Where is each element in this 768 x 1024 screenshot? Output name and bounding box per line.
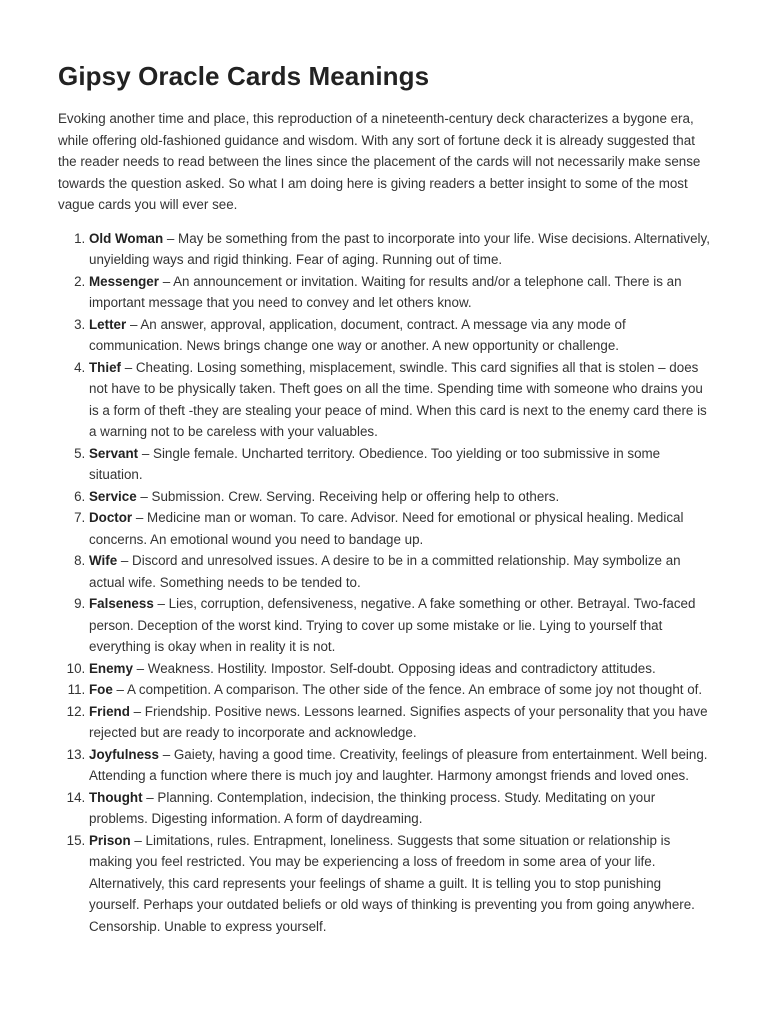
- card-description: – Single female. Uncharted territory. Obedience. Too yielding or too submissive in some situation.: [89, 445, 661, 482]
- page-title: Gipsy Oracle Cards Meanings: [58, 61, 430, 91]
- card-term: Friend: [89, 703, 130, 719]
- card-term: Old Woman: [89, 230, 164, 246]
- list-item: [89, 271, 711, 314]
- card-description: – Friendship. Positive news. Lessons learned. Signifies aspects of your personality that you have rejected but are ready to incorporate and acknowledge.: [89, 703, 708, 740]
- list-item: [89, 593, 711, 658]
- card-description: – Gaiety, having a good time. Creativity, feelings of pleasure from entertainment. Well being. Attending a function where there is much joy and laughter. Harmony amongst friends and loved ones.: [89, 746, 708, 783]
- card-description: – Lies, corruption, defensiveness, negative. A fake something or other. Betrayal. Two-faced person. Deception of the worst kind. Trying to cover up some mistake or lie. Lying to yourself that everything is okay when in reality it is not.: [89, 596, 696, 654]
- card-description: – Cheating. Losing something, misplacement, swindle. This card signifies all that is stolen – does not have to be physically taken. Theft goes on all the time. Spending time with someone who drains you is a form of theft -they are stealing your peace of mind. When this card is next to the enemy card there is a warning not to be careless with your valuables.: [89, 359, 707, 439]
- card-term: Letter: [89, 316, 127, 332]
- card-term: Thief: [89, 359, 121, 375]
- list-item: [89, 701, 711, 744]
- card-description: – Weakness. Hostility. Impostor. Self-doubt. Opposing ideas and contradictory attitudes.: [132, 660, 656, 676]
- card-term: Wife: [89, 553, 118, 568]
- card-description: – An answer, approval, application, document, contract. A message via any mode of communication. News brings change one way or another. A new opportunity or challenge.: [89, 316, 626, 353]
- card-description: – Discord and unresolved issues. A desire to be in a committed relationship. May symbolize an actual wife. Something needs to be tended to.: [89, 553, 681, 590]
- list-item: [89, 507, 711, 550]
- card-description: – A competition. A comparison. The other side of the fence. An embrace of some joy not thought of.: [112, 682, 703, 697]
- intro-paragraph: Evoking another time and place, this reproduction of a nineteenth-century deck characterizes a bygone era, while offering old-fashioned guidance and wisdom. With any sort of fortune deck it is already suggested that the reader needs to read between the lines since the placement of the cards will not necessarily make sense towards the question asked. So what I am doing here is giving readers a better insight to some of the most vague cards you will ever see.: [58, 111, 701, 212]
- list-item: [89, 443, 711, 486]
- list-item: [89, 744, 711, 787]
- card-term: Service: [89, 488, 137, 504]
- list-item: [89, 787, 711, 830]
- card-term: Falseness: [89, 596, 154, 611]
- card-term: Messenger: [89, 273, 159, 289]
- card-description: – Limitations, rules. Entrapment, loneliness. Suggests that some situation or relationship is making you feel restricted. You may be experiencing a loss of freedom in some area of your life. Alternatively, this card represents your feelings of shame a guilt. It is telling you to stop punishing yourself. Perhaps your outdated beliefs or old ways of thinking is preventing you from going anywhere. Censorship. Unable to express yourself.: [89, 832, 695, 934]
- card-description: – Planning. Contemplation, indecision, the thinking process. Study. Meditating on your problems. Digesting information. A form of daydreaming.: [89, 789, 656, 826]
- card-description: – Submission. Crew. Serving. Receiving help or offering help to others.: [136, 488, 560, 504]
- card-term: Doctor: [89, 510, 133, 525]
- card-term: Enemy: [89, 660, 133, 676]
- list-item: [89, 314, 711, 357]
- list-item: [89, 679, 711, 701]
- card-term: Foe: [89, 682, 113, 697]
- card-description: – An announcement or invitation. Waiting for results and/or a telephone call. There is an important message that you need to convey and let others know.: [89, 273, 682, 310]
- card-description: – May be something from the past to incorporate into your life. Wise decisions. Alternatively, unyielding ways and rigid thinking. Fear of aging. Running out of time.: [89, 230, 710, 267]
- card-description: – Medicine man or woman. To care. Advisor. Need for emotional or physical healing. Medical concerns. An emotional wound you need to bandage up.: [89, 510, 684, 547]
- card-term: Servant: [89, 445, 139, 461]
- list-item: [89, 357, 711, 443]
- list-item: [89, 658, 711, 680]
- card-meanings-list: [58, 228, 711, 938]
- list-item: [89, 830, 711, 938]
- card-term: Prison: [89, 832, 131, 848]
- card-term: Joyfulness: [89, 746, 159, 762]
- card-term: Thought: [89, 789, 143, 805]
- list-item: [89, 550, 711, 593]
- list-item: [89, 486, 711, 508]
- list-item: [89, 228, 711, 271]
